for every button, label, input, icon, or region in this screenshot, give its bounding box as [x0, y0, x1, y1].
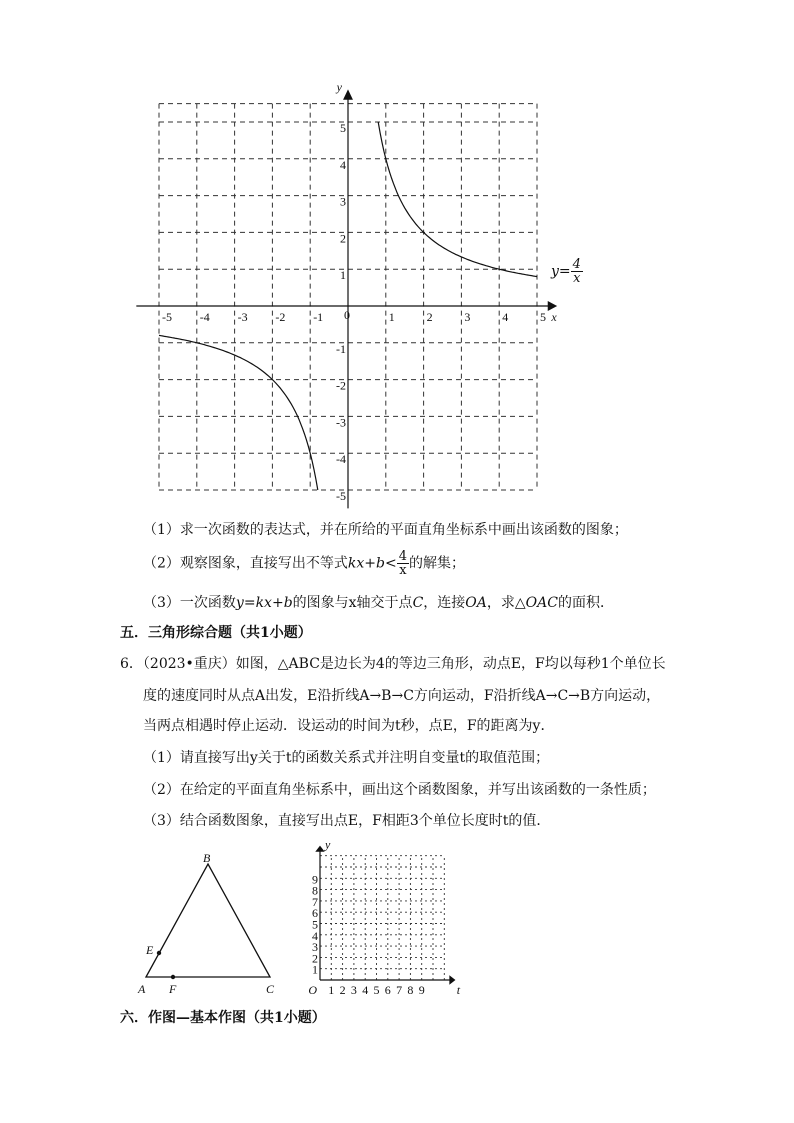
q5-part3-a: （3）一次函数 — [143, 595, 236, 611]
q5-part2-num: 4 — [398, 549, 408, 564]
y-tick-label: 1 — [312, 962, 318, 977]
x-tick-label: 6 — [384, 983, 391, 997]
x-tick-label: -5 — [162, 310, 172, 324]
function-lhs: y= — [551, 263, 571, 280]
x-axis-arrow — [450, 977, 455, 984]
q5-part2-suffix: 的解集； — [409, 555, 466, 572]
fraction-numerator: 4 — [572, 257, 581, 272]
y-axis-label: y — [325, 837, 331, 852]
y-axis-arrow — [317, 847, 324, 852]
x-tick-label: 3 — [350, 983, 357, 997]
origin-label: 0 — [344, 308, 350, 322]
y-axis-label: y — [336, 79, 342, 94]
x-tick-label: 2 — [426, 310, 433, 324]
q6-part3: （3）结合函数图象，直接写出点E，F相距3个单位长度时t的值． — [143, 813, 551, 829]
y-tick-label: 2 — [312, 951, 318, 966]
x-tick-label: 1 — [328, 983, 335, 997]
y-tick-label: -2 — [336, 378, 346, 393]
x-tick-label: 9 — [418, 983, 425, 997]
fraction-denominator: x — [573, 271, 581, 286]
y-tick-label: 3 — [340, 194, 346, 209]
q5-part3-f: 的面积． — [557, 595, 614, 611]
y-tick-label: -3 — [336, 415, 346, 430]
origin-label: O — [308, 983, 317, 997]
q6-part2: （2）在给定的平面直角坐标系中，画出这个函数图象，并写出该函数的一条性质； — [143, 782, 656, 798]
x-tick-label: 4 — [362, 983, 369, 997]
label-f: F — [169, 982, 177, 996]
y-tick-label: 5 — [312, 917, 318, 932]
section-heading-6: 六．作图—基本作图（共1小题） — [120, 1010, 326, 1026]
q5-part2-expr: kx+b — [347, 555, 385, 572]
q5-part3-b: 的图象与x轴交于点 — [292, 595, 413, 611]
q5-part3-oac: OAC — [525, 595, 558, 611]
q5-part3-c: C — [412, 595, 424, 611]
y-tick-label: 4 — [340, 157, 346, 172]
x-axis-label: x — [551, 310, 557, 324]
y-tick-label: 8 — [312, 883, 318, 898]
q5-part1: （1）求一次函数的表达式，并在所给的平面直角坐标系中画出该函数的图象； — [143, 522, 628, 538]
y-tick-label: 2 — [340, 231, 346, 246]
y-tick-label: 7 — [312, 894, 318, 909]
q5-part2-den: x — [399, 563, 407, 578]
q5-part2-prefix: （2）观察图象，直接写出不等式 — [143, 555, 348, 572]
y-tick-label: 9 — [312, 872, 318, 887]
q5-part3-y: y — [235, 595, 244, 611]
section-heading-5: 五．三角形综合题（共1小题） — [120, 625, 312, 641]
y-tick-label: -4 — [336, 452, 346, 467]
x-tick-label: 7 — [396, 983, 403, 997]
x-axis-label: t — [456, 983, 461, 997]
y-tick-label: 6 — [312, 906, 318, 921]
q5-part2-lt: < — [385, 555, 397, 572]
y-tick-label: 3 — [312, 940, 318, 955]
y-tick-label: -5 — [336, 489, 346, 503]
q5-part3-oa: OA — [465, 595, 487, 611]
x-tick-label: -1 — [313, 310, 324, 324]
x-tick-label: -4 — [199, 310, 210, 324]
x-tick-label: 2 — [339, 983, 346, 997]
x-tick-label: -2 — [275, 310, 286, 324]
x-tick-label: 5 — [373, 983, 380, 997]
q6-part1: （1）请直接写出y关于t的函数关系式并注明自变量t的取值范围； — [143, 750, 550, 766]
x-tick-label: 3 — [464, 310, 471, 324]
q6-line3: 当两点相遇时停止运动．设运动的时间为t秒，点E，F的距离为y． — [143, 718, 555, 734]
grid — [320, 856, 444, 980]
y-tick-label: -1 — [336, 341, 346, 356]
q5-part3-d: ，连接 — [423, 595, 466, 611]
y-tick-label: 5 — [340, 121, 346, 135]
x-tick-label: 5 — [540, 310, 546, 324]
label-b: B — [203, 851, 211, 865]
y-tick-label: 1 — [340, 268, 346, 283]
q6-line1: 6．（2023•重庆）如图，△ABC是边长为4的等边三角形，动点E，F均以每秒1个单位长 — [120, 656, 666, 672]
q5-part3-expr: kx+b — [255, 595, 293, 611]
label-a: A — [138, 982, 146, 996]
q6-line2: 度的速度同时从点A出发，E沿折线A→B→C方向运动，F沿折线A→C→B方向运动， — [143, 688, 661, 704]
x-tick-label: -3 — [237, 310, 248, 324]
label-e: E — [146, 943, 154, 957]
x-tick-label: 1 — [388, 310, 395, 324]
x-tick-label: 8 — [407, 983, 414, 997]
x-tick-label: 4 — [502, 310, 509, 324]
q5-part3-eq: = — [243, 595, 256, 611]
q5-part3-e: ，求△ — [486, 595, 526, 611]
label-c: C — [266, 982, 275, 996]
y-tick-label: 4 — [312, 928, 318, 943]
